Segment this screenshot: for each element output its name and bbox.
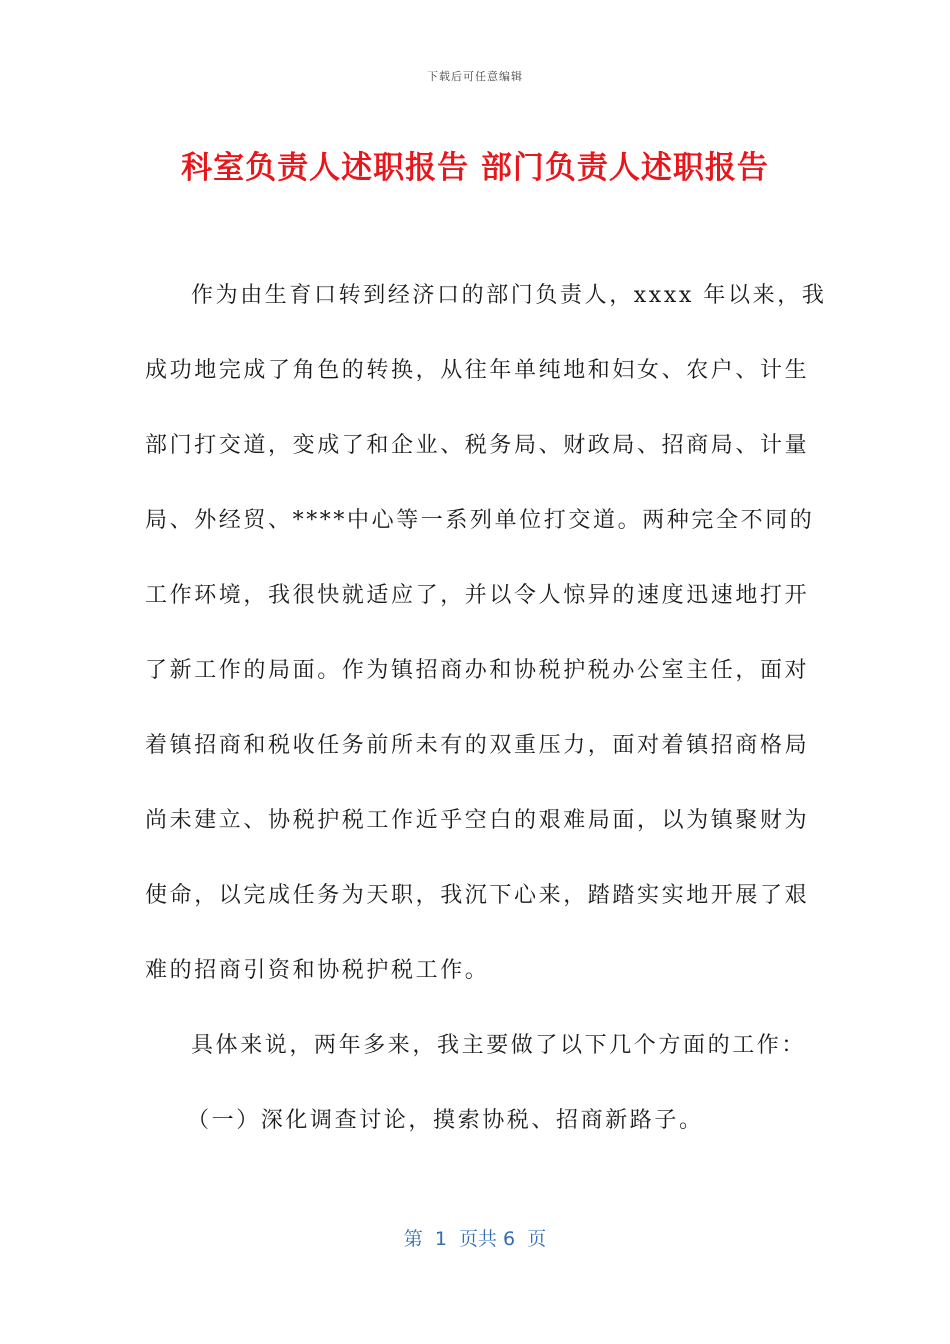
paragraph-line: 着镇招商和税收任务前所未有的双重压力，面对着镇招商格局 [145,733,810,758]
paragraph-line: 难的招商引资和协税护税工作。 [145,958,490,983]
paragraph-line: 工作环境，我很快就适应了，并以令人惊异的速度迅速地打开 [145,583,810,608]
paragraph-line: 使命，以完成任务为天职，我沉下心来，踏踏实实地开展了艰 [145,883,810,908]
document-body [145,274,827,1174]
section-heading: （一）深化调查讨论，摸索协税、招商新路子。 [187,1108,704,1133]
paragraph-line: 部门打交道，变成了和企业、税务局、财政局、招商局、计量 [145,433,810,458]
header-note: 下载后可任意编辑 [427,70,523,83]
paragraph-line: 局、外经贸、****中心等一系列单位打交道。两种完全不同的 [145,508,815,533]
paragraph-line: 了新工作的局面。作为镇招商办和协税护税办公室主任，面对 [145,658,810,683]
paragraph-line: 具体来说，两年多来，我主要做了以下几个方面的工作： [191,1033,807,1058]
document-title: 科室负责人述职报告 部门负责人述职报告 [181,150,769,186]
paragraph-line: 成功地完成了角色的转换，从往年单纯地和妇女、农户、计生 [145,358,810,383]
paragraph-line: 尚未建立、协税护税工作近乎空白的艰难局面，以为镇聚财为 [145,808,810,833]
paragraph-line: 作为由生育口转到经济口的部门负责人，xxxx 年以来，我 [191,283,827,308]
page-footer: 第 1 页共 6 页 [403,1228,547,1250]
